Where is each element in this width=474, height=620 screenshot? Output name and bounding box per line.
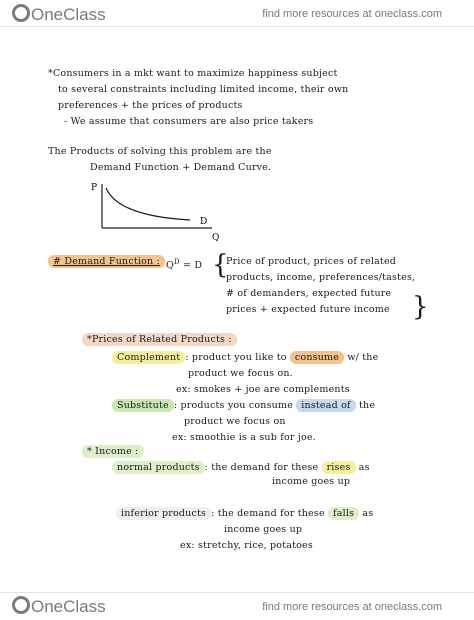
demand-determinant-4: prices + expected future income [226,304,390,315]
header-brand-text: OneClass [31,5,106,24]
rises-highlight: rises [322,461,356,474]
intro-line-3: preferences + the prices of products [58,100,243,111]
substitute-example: ex: smoothie is a sub for joe. [172,432,316,443]
related-products-heading: *Prices of Related Products : [82,334,237,346]
complement-line-1: Complement : product you like to consume w/ the [112,352,378,364]
substitute-label: Substitute [112,399,174,412]
footer-divider [0,592,474,593]
normal-products-line-2: income goes up [272,476,351,487]
inferior-example: ex: stretchy, rice, potatoes [180,540,313,551]
demand-curve-graph [88,176,228,242]
inferior-products-line-1: inferior products : the demand for these falls as [116,508,373,520]
graph-curve-label: D [200,217,208,227]
consume-highlight: consume [290,351,344,364]
normal-products-line-1: normal products : the demand for these rises as [112,462,370,474]
inferior-products-label: inferior products [116,507,211,520]
demand-determinant-3: # of demanders, expected future [226,288,392,299]
demand-determinant-1: Price of product, prices of related [226,256,397,267]
footer-resources-link[interactable]: find more resources at oneclass.com [262,601,442,613]
instead-of-highlight: instead of [296,399,355,412]
header-divider [0,26,474,27]
oneclass-logo-icon [12,596,30,614]
complement-line-2: product we focus on. [188,368,293,379]
falls-highlight: falls [328,507,359,520]
complement-label: Complement [112,351,185,364]
header-resources-link[interactable]: find more resources at oneclass.com [262,8,442,20]
complement-example: ex: smokes + joe are complements [176,384,350,395]
demand-close-brace: } [412,292,429,322]
graph-y-label: P [91,183,98,193]
inferior-products-line-2: income goes up [224,524,303,535]
intro-line-4: - We assume that consumers are also price takers [64,116,314,127]
demand-function-formula: $Q^D = D$ [166,258,203,272]
income-heading: * Income : [82,446,144,458]
demand-curve [106,188,190,220]
demand-open-brace: { [212,250,229,280]
graph-x-label: Q [212,233,220,242]
substitute-line-2: product we focus on [184,416,286,427]
substitute-line-1: Substitute : products you consume instead of the [112,400,375,412]
products-line-1: The Products of solving this problem are the [48,146,272,157]
demand-function-heading: # Demand Function : [48,256,165,268]
header-logo[interactable] [12,4,106,25]
oneclass-logo-icon [12,4,30,22]
footer-brand-text: OneClass [31,597,106,616]
products-line-2: Demand Function + Demand Curve. [90,162,272,173]
intro-line-1: *Consumers in a mkt want to maximize happiness subject [48,68,338,79]
normal-products-label: normal products [112,461,205,474]
demand-determinant-2: products, income, preferences/tastes, [226,272,416,283]
footer-logo[interactable] [12,596,106,617]
intro-line-2: to several constraints including limited income, their own [58,84,349,95]
